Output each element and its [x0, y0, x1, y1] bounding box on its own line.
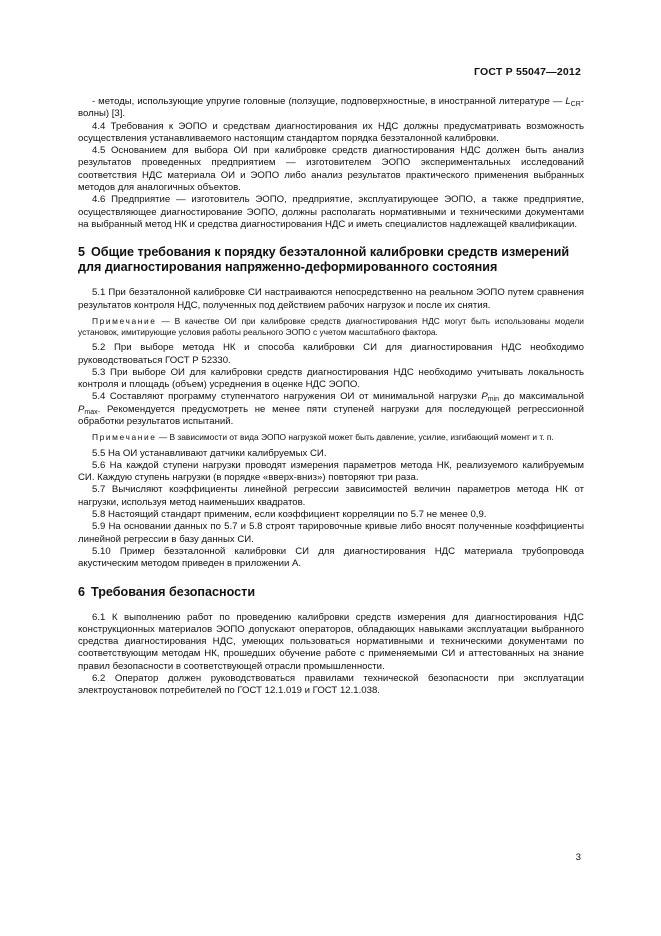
paragraph-6-2: 6.2 Оператор должен руководствоваться правилами технической безопасности при эксплуатации электроустановок потребителей по ГОСТ 12.1.019 и ГОСТ 12.1.038.	[78, 673, 584, 697]
document-header: ГОСТ Р 55047—2012	[473, 66, 581, 78]
paragraph-5-9: 5.9 На основании данных по 5.7 и 5.8 строят тарировочные кривые либо вносят полученные коэффициенты линейной регрессии в базу данных СИ.	[78, 521, 584, 545]
paragraph-5-3: 5.3 При выборе ОИ для калибровки средств диагностирования НДС необходимо учитывать локальность контроля и площадь (объем) усреднения в оценке НДС ЭОПО.	[78, 366, 584, 391]
section-6-heading: 6 Требования безопасности	[78, 584, 256, 599]
paragraph-5-5: 5.5 На ОИ устанавливают датчики калибруемых СИ.	[92, 447, 327, 459]
paragraph-4-4: 4.4 Требования к ЭОПО и средствам диагностирования их НДС должны предусматривать возможность осуществления устанавливаемого настоящим стандартом порядка безэталонной калибровки.	[78, 120, 584, 144]
note-1: Примечание — В качестве ОИ при калибровке средств диагностирования НДС могут быть использованы модели установок, имитирующие условия работы реального ЭОПО с учетом масштабного фактора.	[78, 315, 584, 338]
paragraph-5-4: 5.4 Составляют программу ступенчатого нагружения ОИ от минимальной нагрузки $P_{min}$ до максимальной $P_{max}$. Рекомендуется предусмотреть не менее пяти ступеней нагрузки для последующей регрессионной обработки результатов испытаний.	[78, 391, 584, 428]
paragraph-5-1: 5.1 При безэталонной калибровке СИ настраиваются непосредственно на реальном ЭОПО путем сравнения результатов контроля НДС, полученных под действием рабочих нагрузок и после их снятия.	[78, 287, 584, 311]
paragraph-5-7: 5.7 Вычисляют коэффициенты линейной регрессии зависимостей величин параметров метода НК от нагрузки, используя метод наименьших квадратов.	[78, 484, 584, 508]
document-body	[78, 96, 584, 698]
paragraph-methods: - методы, использующие упругие головные (ползущие, подповерхностные, в иностранной литературе — $L_{CR}-волны$) [3].	[78, 96, 584, 120]
paragraph-5-6: 5.6 На каждой ступени нагрузки проводят измерения параметров метода НК, реализуемого калибруемым СИ. Каждую ступень нагрузки (в порядке «вверх-вниз») повторяют три раза.	[78, 459, 584, 484]
paragraph-4-5: 4.5 Основанием для выбора ОИ при калибровке средств диагностирования НДС должен быть анализ результатов проведенных предприятием — изготовителем ЭОПО экспериментальных исследований соответствия НДС материала ОИ и ЭОПО либо анализ результатов практического применения выбранных методов для аналогичных объектов.	[78, 145, 584, 194]
page-number: 3	[575, 852, 581, 863]
paragraph-5-2: 5.2 При выборе метода НК и способа калибровки СИ для диагностирования НДС необходимо руководствоваться ГОСТ Р 52330.	[78, 342, 584, 366]
paragraph-5-8: 5.8 Настоящий стандарт применим, если коэффициент корреляции по 5.7 не менее 0,9.	[92, 509, 487, 521]
paragraph-6-1: 6.1 К выполнению работ по проведению калибровки средств измерения для диагностирования НДС конструкционных материалов ЭОПО допускают операторов, обладающих навыками эксплуатации выбранного средства диагностирования НДС, умеющих пользоваться нормативными и техническими документами по соответствующим методам НК, прошедших обучение работе с применяемыми СИ и аттестованных на знание правил безопасности в соответствующей отрасли промышленности.	[78, 611, 584, 672]
section-5-heading: 5 Общие требования к порядку безэталонной калибровки средств измерений для диагностирования напряженно-деформированного состояния	[78, 245, 570, 275]
paragraph-4-6: 4.6 Предприятие — изготовитель ЭОПО, предприятие, эксплуатирующее ЭОПО, а также предприятие, осуществляющее диагностирование ЭОПО, должны располагать нормативными и техническими документами на выбранный метод НК и средства диагностирования НДС и иметь специалистов надлежащей квалификации.	[78, 194, 584, 230]
paragraph-5-10: 5.10 Пример безэталонной калибровки СИ для диагностирования НДС материала трубопровода акустическим методом приведен в приложении А.	[78, 545, 584, 570]
note-2: Примечание — В зависимости от вида ЭОПО нагрузкой может быть давление, усилие, изгибающий момент и т. п.	[92, 432, 554, 443]
